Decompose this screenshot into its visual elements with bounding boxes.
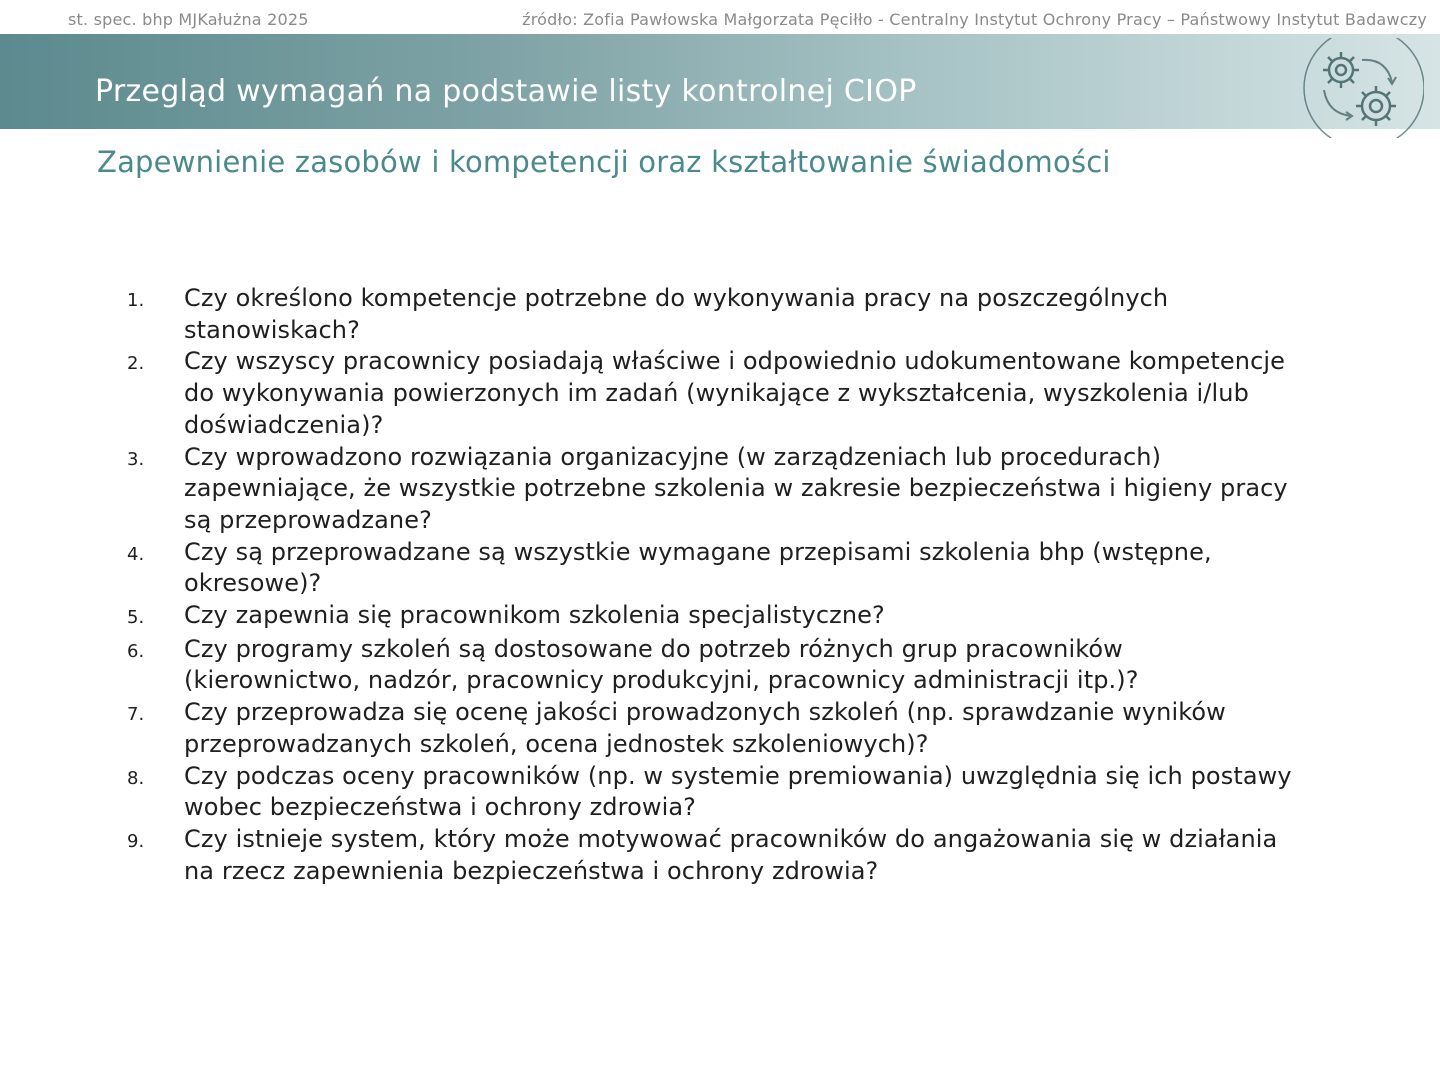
item-number: 9.: [127, 830, 145, 852]
item-number: 3.: [127, 448, 145, 470]
list-item: [127, 634, 1297, 697]
list-item: [127, 600, 1297, 634]
item-number: 6.: [127, 640, 145, 662]
item-number: 5.: [127, 607, 145, 629]
list-item: [127, 442, 1297, 537]
list-item: [127, 537, 1297, 600]
item-number: 4.: [127, 543, 145, 565]
section-subtitle: Zapewnienie zasobów i kompetencji oraz kształtowanie świadomości: [97, 145, 1111, 179]
author-label: st. spec. bhp MJKałużna 2025: [68, 10, 309, 29]
item-number: 2.: [127, 353, 145, 375]
item-text: Czy określono kompetencje potrzebne do wykonywania pracy na poszczególnych stanowiskach?: [184, 284, 1169, 344]
item-text: Czy zapewnia się pracownikom szkolenia specjalistyczne?: [184, 601, 885, 630]
item-text: Czy istnieje system, który może motywować pracowników do angażowania się w działania na rzecz zapewnienia bezpieczeństwa i ochrony zdrowia?: [184, 824, 1278, 885]
item-text: Czy podczas oceny pracowników (np. w systemie premiowania) uwzględnia się ich postawy wobec bezpieczeństwa i ochrony zdrowia?: [184, 761, 1292, 822]
item-number: 8.: [127, 767, 145, 789]
list-item: [127, 346, 1297, 441]
source-label: źródło: Zofia Pawłowska Małgorzata Pęciłło - Centralny Instytut Ochrony Pracy – Państwowy Instytut Badawczy: [522, 10, 1427, 29]
page-title: Przegląd wymagań na podstawie listy kontrolnej CIOP: [95, 74, 917, 109]
list-item: [127, 761, 1297, 824]
list-item: [127, 283, 1297, 346]
item-text: Czy programy szkoleń są dostosowane do potrzeb różnych grup pracowników (kierownictwo, nadzór, pracownicy produkcyjni, pracownicy administracji itp.)?: [184, 634, 1139, 695]
checklist: [127, 283, 1297, 887]
list-item: [127, 697, 1297, 760]
item-text: Czy są przeprowadzane są wszystkie wymagane przepisami szkolenia bhp (wstępne, okresowe)?: [184, 537, 1212, 598]
item-number: 7.: [127, 704, 145, 726]
list-item: [127, 824, 1297, 887]
item-text: Czy przeprowadza się ocenę jakości prowadzonych szkoleń (np. sprawdzanie wyników przeprowadzanych szkoleń, ocena jednostek szkoleniowych)?: [184, 698, 1226, 758]
gears-icon: [1294, 38, 1424, 138]
item-number: 1.: [127, 290, 145, 311]
title-banner: [0, 34, 1440, 129]
item-text: Czy wprowadzono rozwiązania organizacyjne (w zarządzeniach lub procedurach) zapewniające, że wszystkie potrzebne szkolenia w zakresie bezpieczeństwa i higieny pracy są przeprowadzane?: [184, 442, 1288, 534]
item-text: Czy wszyscy pracownicy posiadają właściwe i odpowiednio udokumentowane kompetencje do wykonywania powierzonych im zadań (wynikające z wykształcenia, wyszkolenia i/lub doświadczenia)?: [184, 347, 1285, 439]
top-info-line: [0, 0, 1440, 34]
